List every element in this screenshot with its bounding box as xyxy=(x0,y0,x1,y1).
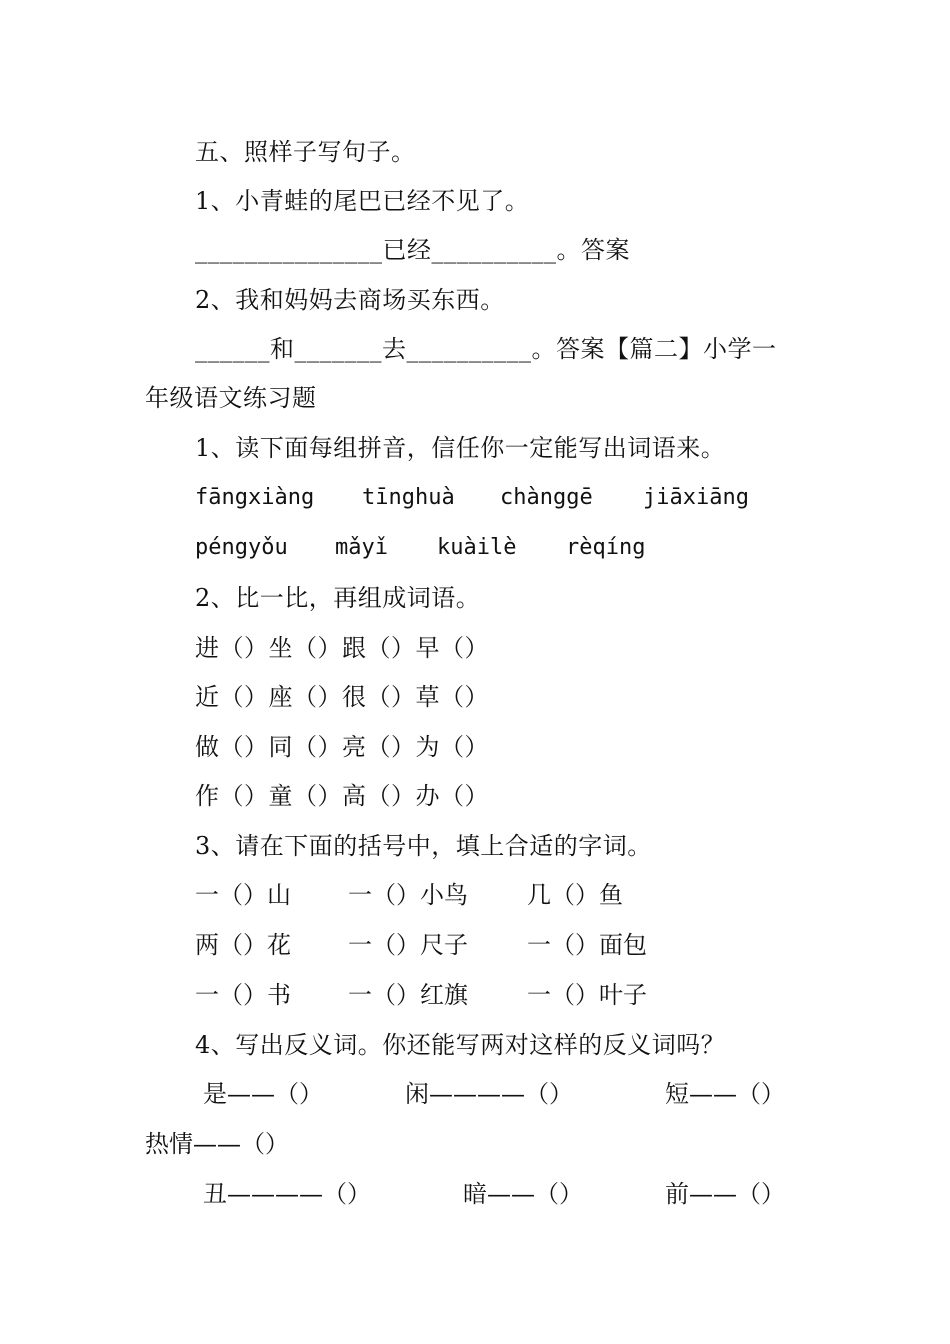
pinyin-item: tīnghuà xyxy=(362,485,455,510)
pinyin-item: fāngxiàng xyxy=(195,485,315,510)
measure-word-question: 3、请在下面的括号中，填上合适的字词。 xyxy=(195,832,652,860)
antonym-item: 暗——（） xyxy=(463,1180,583,1208)
measure-word-item: 几（）鱼 xyxy=(527,881,623,909)
compare-question: 2、比一比，再组成词语。 xyxy=(195,584,481,612)
measure-word-item: 一（）红旗 xyxy=(348,981,468,1009)
compare-row: 进（）坐（）跟（）早（） xyxy=(195,634,489,662)
section-five-title: 五、照样子写句子。 xyxy=(195,138,416,166)
antonym-item: 前——（） xyxy=(665,1180,785,1208)
pinyin-question: 1、读下面每组拼音，信任你一定能写出词语来。 xyxy=(195,434,726,462)
compare-row: 近（）座（）很（）草（） xyxy=(195,683,489,711)
antonym-item: 热情——（） xyxy=(145,1130,289,1158)
pinyin-item: kuàilè xyxy=(437,535,517,560)
pinyin-item: jiāxiāng xyxy=(643,485,749,510)
antonym-item: 短——（） xyxy=(665,1080,785,1108)
question-2-blank: ______和_______去__________。答案【篇二】小学一 xyxy=(195,335,777,363)
antonym-item: 闲————（） xyxy=(405,1080,573,1108)
antonym-item: 丑————（） xyxy=(203,1180,371,1208)
pinyin-item: rèqíng xyxy=(566,535,646,560)
antonym-item: 是——（） xyxy=(203,1080,323,1108)
pinyin-item: péngyǒu xyxy=(195,535,288,560)
question-2-example: 2、我和妈妈去商场买东西。 xyxy=(195,286,505,314)
compare-row: 作（）童（）高（）办（） xyxy=(195,782,489,810)
measure-word-item: 两（）花 xyxy=(195,931,291,959)
antonym-question: 4、写出反义词。你还能写两对这样的反义词吗？ xyxy=(195,1031,726,1059)
question-1-blank: _______________已经__________。答案 xyxy=(195,236,630,264)
question-2-blank-continuation: 年级语文练习题 xyxy=(145,384,317,412)
pinyin-item: mǎyǐ xyxy=(335,535,388,560)
measure-word-item: 一（）小鸟 xyxy=(348,881,468,909)
pinyin-item: chànggē xyxy=(500,485,593,510)
measure-word-item: 一（）书 xyxy=(195,981,291,1009)
measure-word-item: 一（）面包 xyxy=(527,931,647,959)
question-1-example: 1、小青蛙的尾巴已经不见了。 xyxy=(195,187,530,215)
compare-row: 做（）同（）亮（）为（） xyxy=(195,733,489,761)
measure-word-item: 一（）山 xyxy=(195,881,291,909)
measure-word-item: 一（）叶子 xyxy=(527,981,647,1009)
measure-word-item: 一（）尺子 xyxy=(348,931,468,959)
